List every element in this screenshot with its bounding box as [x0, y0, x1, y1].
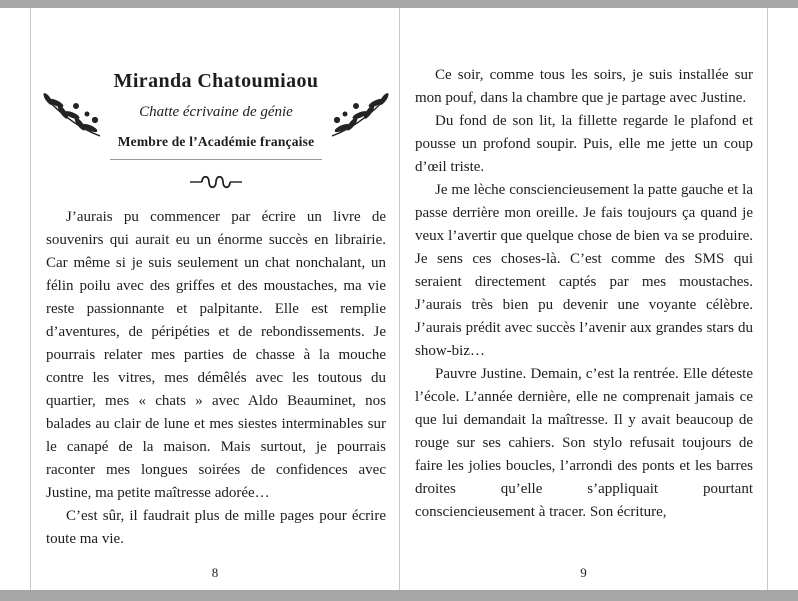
page-left: [31, 8, 399, 590]
paragraph: J’aurais pu commencer par écrire un livre de souvenirs qui aurait eu un énorme succès en librairie. Car même si je suis seulement un chat nonchalant, un félin poilu avec des griffes et des moustaches, ma vie reste passionnante et palpitante. Elle est remplie d’aventures, de péripéties et de rebondissements. Je pourrais relater mes parties de chasse à la mouche contre les vitres, mes démêlés avec les toutous du quartier, mes « chats » avec Aldo Beauminet, nos balades au clair de lune et mes siestes interminables sur le canapé de la maison. Mais surtout, je pourrais raconter mes longues soirées de confidences avec Justine, ma petite maîtresse adorée…: [46, 209, 386, 501]
page-number-right: 9: [580, 565, 587, 580]
right-page-body: [415, 64, 753, 524]
paragraph: Je me lèche consciencieusement la patte gauche et la passe derrière mon oreille. Je fais toujours ça quand je veux l’avertir que quelque chose de bien va se produire. Je sens ces choses-là. C’est comme des SMS qui seraient directement captés par mes moustaches. J’aurais très bien pu devenir une voyante célèbre. J’aurais prédit avec succès l’avenir aux grandes stars du show-biz…: [415, 182, 753, 359]
chapter-affiliation: Membre de l’Académie française: [117, 134, 315, 149]
reader-top-bar: [0, 0, 798, 8]
chapter-header: [46, 70, 386, 160]
olive-branch-left-icon: [40, 90, 102, 140]
page-number-left: 8: [211, 565, 219, 580]
paragraph: C’est sûr, il faudrait plus de mille pages pour écrire toute ma vie.: [46, 508, 386, 547]
paragraph: Ce soir, comme tous les soirs, je suis installée sur mon pouf, dans la chambre que je partage avec Justine.: [415, 67, 753, 106]
left-page-body: [46, 206, 386, 551]
squiggle-divider-icon: [189, 173, 243, 191]
reader-bottom-bar: [0, 590, 798, 601]
chapter-subtitle: Chatte écrivaine de génie: [139, 104, 293, 120]
chapter-title: Miranda Chatoumiaou: [113, 70, 319, 92]
paragraph: Pauvre Justine. Demain, c’est la rentrée. Elle déteste l’école. L’année dernière, elle ne comprenait jamais ce que lui demandait la maîtresse. Il y avait beaucoup de rouge sur ses cahiers. Son stylo refusait toujours de faire les jolies boucles, l’arrondi des ponts et les barres droites qu’elle s’appliquait pourtant consciencieusement à tracer. Son écriture,: [415, 366, 753, 520]
page-edge-right: [767, 8, 768, 590]
page-right: [400, 8, 767, 590]
paragraph: Du fond de son lit, la fillette regarde le plafond et pousse un profond soupir. Puis, elle me jette un coup d’œil triste.: [415, 113, 753, 175]
olive-branch-right-icon: [330, 90, 392, 140]
header-rule: [110, 159, 322, 160]
